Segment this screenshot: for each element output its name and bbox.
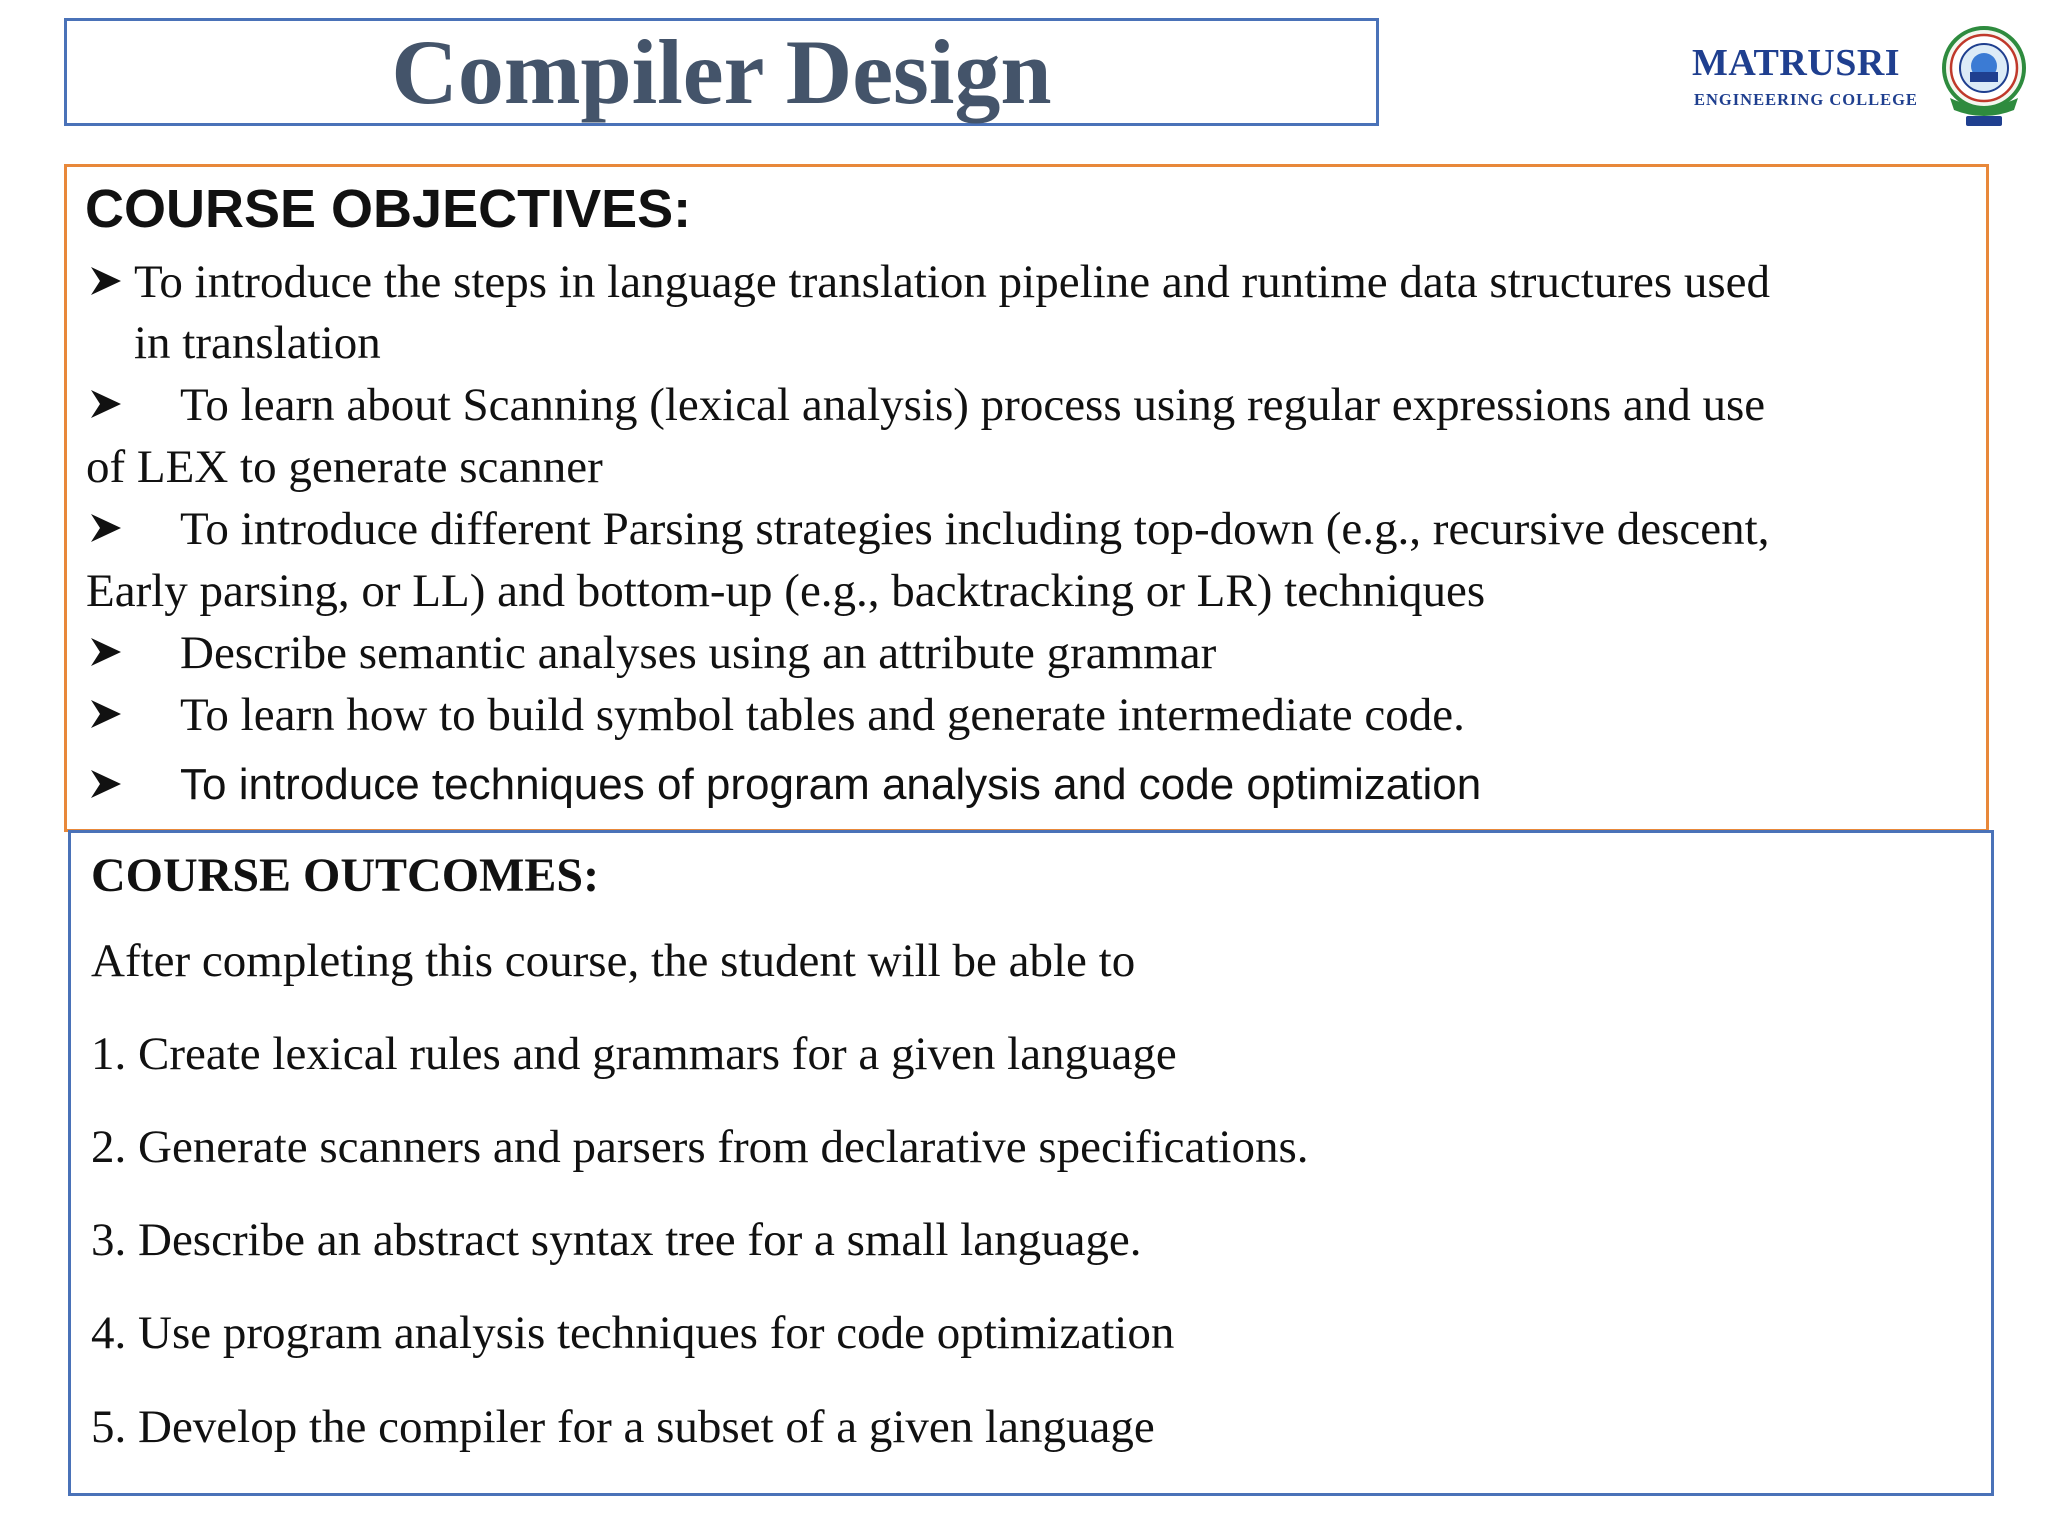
arrow-bullet-icon [88, 696, 124, 732]
objective-line: To learn about Scanning (lexical analysis) process using regular expressions and use [180, 379, 1766, 431]
outcome-item: 2. Generate scanners and parsers from declarative specifications. [91, 1121, 1309, 1173]
objective-line: in translation [134, 317, 381, 369]
title-box [64, 18, 1379, 126]
objective-line: Describe semantic analyses using an attribute grammar [180, 627, 1217, 679]
logo-name: MATRUSRI [1692, 42, 1901, 84]
college-logo [1690, 22, 2030, 132]
arrow-bullet-icon [88, 510, 124, 546]
objective-line: To introduce techniques of program analysis and code optimization [180, 760, 1482, 809]
objective-line: Early parsing, or LL) and bottom-up (e.g., backtracking or LR) techniques [86, 565, 1486, 617]
page-title: Compiler Design [391, 21, 1052, 123]
arrow-bullet-icon [88, 634, 124, 670]
objective-line: To introduce the steps in language translation pipeline and runtime data structures used [134, 256, 1771, 308]
outcome-item: 3. Describe an abstract syntax tree for a small language. [91, 1214, 1142, 1266]
objective-line: To introduce different Parsing strategies including top-down (e.g., recursive descent, [180, 503, 1770, 555]
objective-line: To learn how to build symbol tables and generate intermediate code. [180, 689, 1465, 741]
objectives-heading: COURSE OBJECTIVES: [85, 179, 692, 239]
arrow-bullet-icon [88, 386, 124, 422]
college-emblem-icon [1940, 22, 2028, 130]
objective-line: of LEX to generate scanner [86, 441, 603, 493]
arrow-bullet-icon [88, 766, 124, 802]
outcome-item: 5. Develop the compiler for a subset of a given language [91, 1401, 1155, 1453]
arrow-bullet-icon [88, 263, 124, 299]
outcome-item: 1. Create lexical rules and grammars for a given language [91, 1028, 1177, 1080]
logo-subtitle: ENGINEERING COLLEGE [1694, 90, 1918, 109]
outcome-item: 4. Use program analysis techniques for code optimization [91, 1307, 1175, 1359]
outcomes-intro: After completing this course, the student will be able to [91, 935, 1136, 987]
outcomes-heading: COURSE OUTCOMES: [91, 849, 600, 902]
